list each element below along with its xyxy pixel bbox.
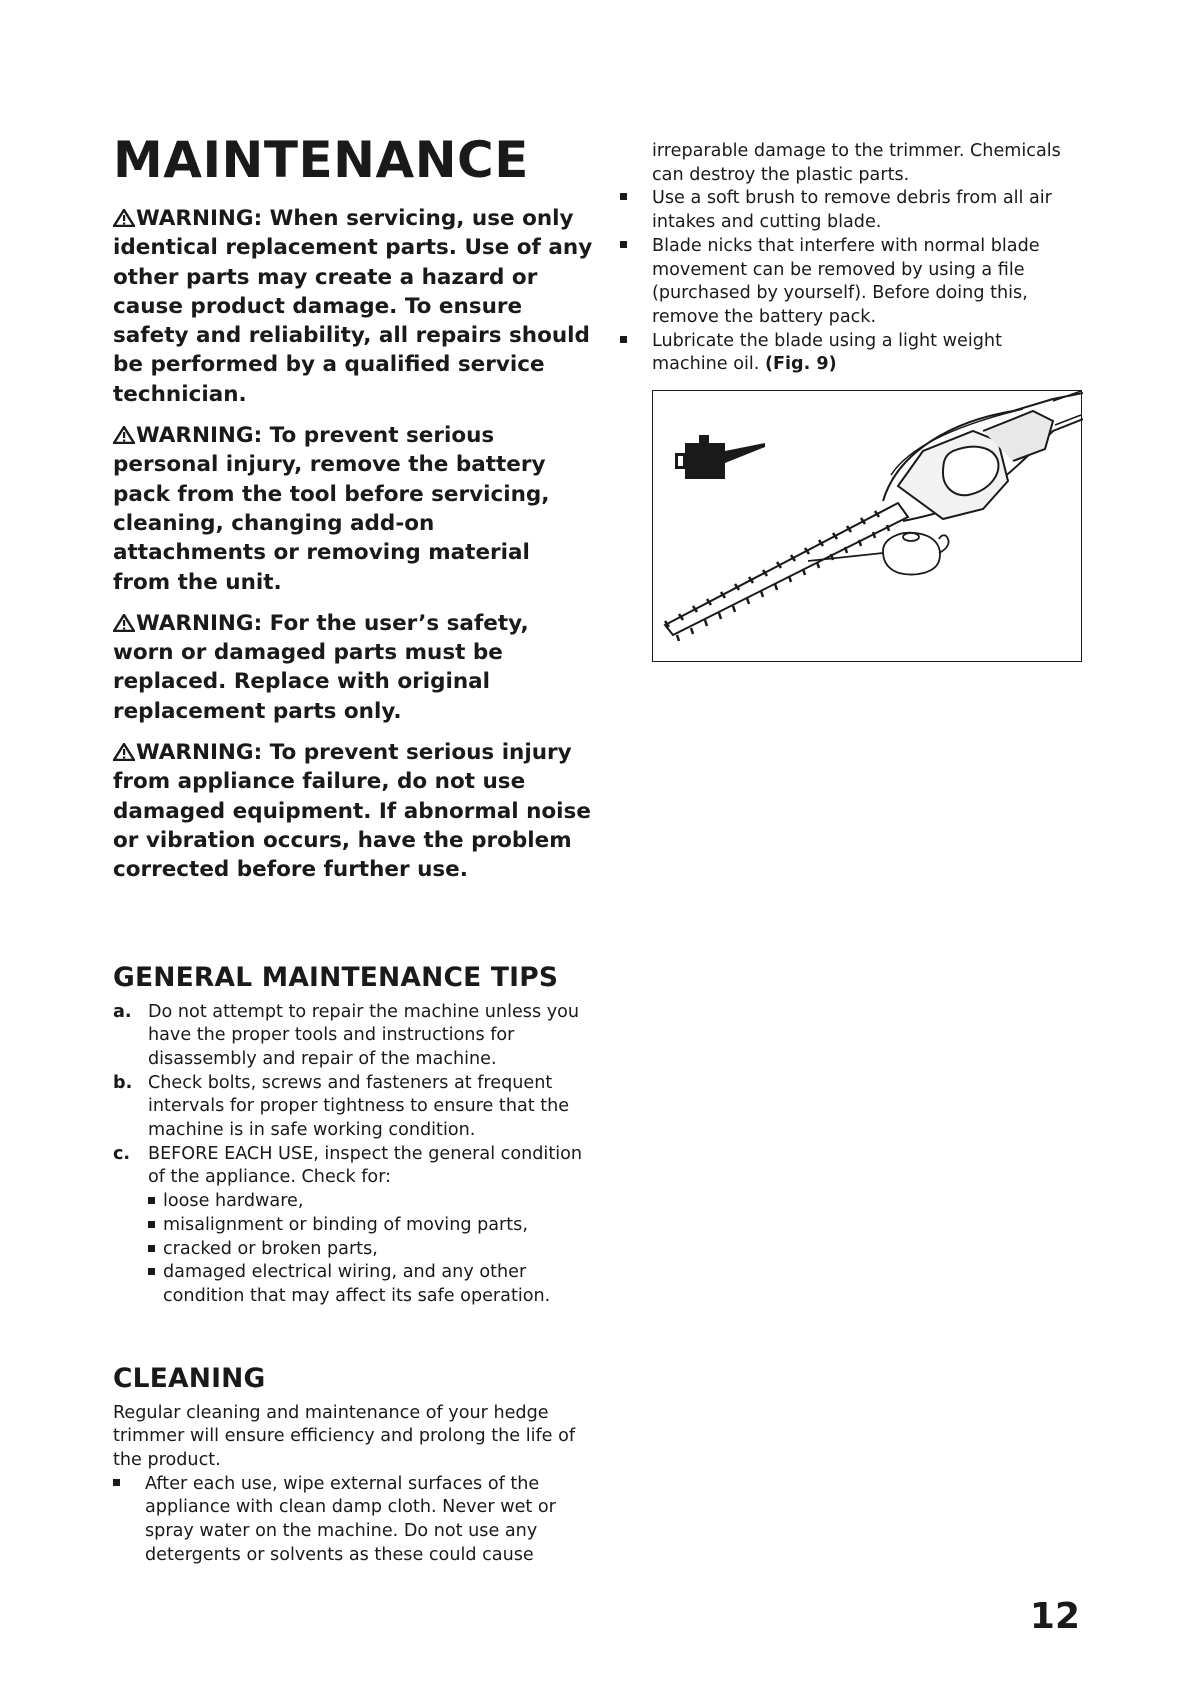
bullet-square-icon — [148, 1238, 163, 1262]
warning-3 — [113, 609, 593, 726]
page-title: MAINTENANCE — [113, 131, 529, 189]
page-number: 12 — [1029, 1596, 1080, 1637]
warning-2 — [113, 421, 593, 597]
cleaning-section — [113, 1402, 593, 1568]
item-marker: b. — [113, 1072, 133, 1093]
tips-list — [113, 1001, 593, 1309]
check-item — [148, 1190, 593, 1214]
warning-text: To prevent serious injury from appliance failure, do not use damaged equipment. If abnormal noise or vibration occurs, have the problem corrected before further use. — [113, 740, 591, 883]
oil-can-icon — [675, 435, 765, 479]
check-item — [148, 1214, 593, 1238]
warning-label: WARNING: — [136, 423, 263, 449]
cleaning-list-continued — [620, 187, 1080, 377]
bullet-square-icon — [620, 235, 652, 330]
hedge-trimmer-illustration — [653, 391, 1083, 663]
cleaning-heading: CLEANING — [113, 1362, 266, 1394]
check-text: cracked or broken parts, — [163, 1238, 378, 1259]
item-text: Use a soft brush to remove debris from all air intakes and cutting blade. — [652, 188, 1052, 233]
item-text: Check bolts, screws and fasteners at frequent intervals for proper tightness to ensure that the machine is in safe working condition. — [148, 1072, 570, 1141]
figure-reference: (Fig. 9) — [764, 354, 837, 375]
item-marker: c. — [113, 1143, 131, 1164]
bullet-square-icon — [148, 1190, 163, 1214]
warning-text: When servicing, use only identical replacement parts. Use of any other parts may create a hazard or cause product damage. To ensure safety and reliability, all repairs should be performed by a qualified service technician. — [113, 206, 593, 407]
warning-list — [113, 204, 593, 885]
item-text: BEFORE EACH USE, inspect the general condition of the appliance. Check for: — [148, 1143, 583, 1188]
check-text: damaged electrical wiring, and any other condition that may affect its safe operation. — [163, 1262, 551, 1306]
left-column — [113, 130, 593, 1568]
check-text: loose hardware, — [163, 1191, 304, 1212]
item-marker: a. — [113, 1001, 132, 1022]
bullet-square-icon — [148, 1214, 163, 1238]
warning-text: For the user’s safety, worn or damaged parts must be replaced. Replace with original replacement parts only. — [113, 610, 529, 724]
tips-heading: GENERAL MAINTENANCE TIPS — [113, 961, 559, 993]
lubricate-text: Lubricate the blade using a light weight machine oil. — [652, 330, 1002, 375]
warning-triangle-icon — [113, 614, 135, 632]
check-item — [148, 1261, 593, 1308]
warning-1 — [113, 204, 593, 409]
bullet-square-icon — [620, 330, 652, 377]
figure-9 — [652, 390, 1082, 662]
warning-label: WARNING: — [136, 740, 263, 766]
list-item — [620, 330, 1080, 377]
warning-4 — [113, 738, 593, 884]
cleaning-intro: Regular cleaning and maintenance of your hedge trimmer will ensure efficiency and prolong the life of the product. — [113, 1402, 576, 1471]
list-item — [620, 235, 1080, 330]
check-list — [148, 1190, 593, 1309]
item-text: After each use, wipe external surfaces of the appliance with clean damp cloth. Never wet or spray water on the machine. Do not use any detergents or solvents as these could cause — [145, 1473, 556, 1565]
item-text: Do not attempt to repair the machine unless you have the proper tools and instructions for disassembly and repair of the machine. — [148, 1001, 580, 1069]
list-item — [113, 1001, 593, 1072]
right-column — [620, 140, 1080, 662]
list-item — [113, 1072, 593, 1143]
bullet-square-icon — [113, 1473, 145, 1568]
bullet-square-icon — [148, 1261, 163, 1308]
warning-label: WARNING: — [136, 206, 263, 231]
check-text: misalignment or binding of moving parts, — [163, 1214, 528, 1235]
continued-text: irreparable damage to the trimmer. Chemicals can destroy the plastic parts. — [652, 141, 1061, 185]
warning-text: To prevent serious personal injury, remove the battery pack from the tool before servicing, cleaning, changing add-on attachments or removing material from the unit. — [113, 423, 550, 595]
warning-label: WARNING: — [136, 610, 263, 636]
trimmer-drawing — [665, 391, 1083, 641]
warning-triangle-icon — [113, 426, 135, 444]
list-item — [113, 1473, 593, 1568]
item-text: Blade nicks that interfere with normal blade movement can be removed by using a file (purchased by yourself). Before doing this, remove the battery pack. — [652, 235, 1040, 327]
warning-triangle-icon — [113, 743, 135, 761]
warning-triangle-icon — [113, 209, 135, 227]
check-item — [148, 1238, 593, 1262]
item-text — [652, 330, 1080, 377]
bullet-square-icon — [620, 187, 652, 234]
list-item — [113, 1143, 593, 1190]
cleaning-list — [113, 1473, 593, 1568]
list-item — [620, 187, 1080, 234]
